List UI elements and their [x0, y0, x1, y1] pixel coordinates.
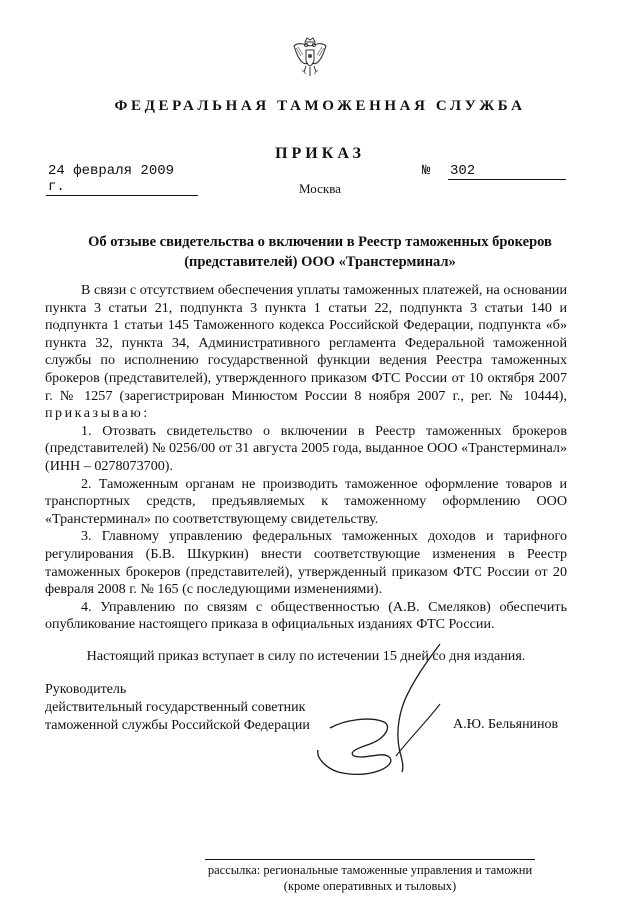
city: Москва — [299, 181, 341, 196]
distribution-list — [180, 862, 560, 894]
document-title-line-1: Об отзыве свидетельства о включении в Реестр таможенных брокеров — [88, 234, 552, 250]
preamble-paragraph — [45, 282, 567, 423]
document-body — [45, 282, 567, 634]
signer-title-line-2: действительный государственный советник — [45, 700, 306, 715]
handwritten-signature — [300, 640, 460, 785]
signer-block — [45, 681, 310, 735]
order-item-4: 4. Управлению по связям с общественностью (А.В. Смеляков) обеспечить опубликование настоящего приказа в официальных изданиях ФТС России. — [45, 598, 567, 633]
document-title-line-2: (представителей) ООО «Транстерминал» — [184, 254, 456, 270]
document-title — [60, 232, 580, 272]
document-type: ПРИКАЗ — [275, 145, 365, 162]
distribution-line-1: рассылка: региональные таможенные управления и таможни — [207, 863, 533, 877]
order-number: 302 — [448, 163, 566, 180]
preamble-text: В связи с отсутствием обеспечения уплаты таможенных платежей, на основании пункта 3 статьи 21, подпункта 3 пункта 1 статьи 22, подпункта 3 статьи 140 и подпункта 1 статьи 145 Таможенного кодекса Российской Федерации, подпункта «б» пункта 32, пункта 34, Административного регламента Федеральной таможенной службы по исполнению государственной функции ведения Реестра таможенных брокеров (представителей), утвержденного приказом ФТС России от 10 октября 2007 г. № 1257 (зарегистрирован Минюстом России 8 ноября 2007 г., рег. № 10444), — [45, 282, 567, 404]
order-item-1: 1. Отозвать свидетельство о включении в Реестр таможенных брокеров (представителей) № 0256/00 от 31 августа 2005 года, выданное ООО «Транстерминал» (ИНН – 0278073700). — [45, 422, 567, 474]
closing-statement: Настоящий приказ вступает в силу по истечении 15 дней со дня издания. — [86, 648, 526, 664]
signer-title-line-1: Руководитель — [45, 682, 127, 697]
signer-title-line-3: таможенной службы Российской Федерации — [45, 718, 310, 733]
order-date: 24 февраля 2009 г. — [46, 163, 198, 196]
coat-of-arms-icon — [292, 36, 328, 80]
order-word: приказываю: — [45, 405, 150, 422]
order-item-3: 3. Главному управлению федеральных таможенных доходов и тарифного регулирования (Б.В. Шкуркин) внести соответствующие изменения в Реестр таможенных брокеров (представителей), утвержденный приказом ФТС России от 20 февраля 2008 г. № 165 (с последующими изменениями). — [45, 528, 567, 598]
distribution-divider — [205, 859, 535, 860]
signer-name: А.Ю. Бельянинов — [453, 717, 559, 732]
order-item-2: 2. Таможенным органам не производить таможенное оформление товаров и транспортных средств, предъявляемых к таможенному оформлению ООО «Транстерминал» по соответствующему свидетельству. — [45, 475, 567, 527]
agency-name: ФЕДЕРАЛЬНАЯ ТАМОЖЕННАЯ СЛУЖБА — [114, 98, 526, 114]
distribution-line-2: (кроме оперативных и тыловых) — [283, 879, 457, 893]
order-number-label: № — [422, 163, 431, 179]
